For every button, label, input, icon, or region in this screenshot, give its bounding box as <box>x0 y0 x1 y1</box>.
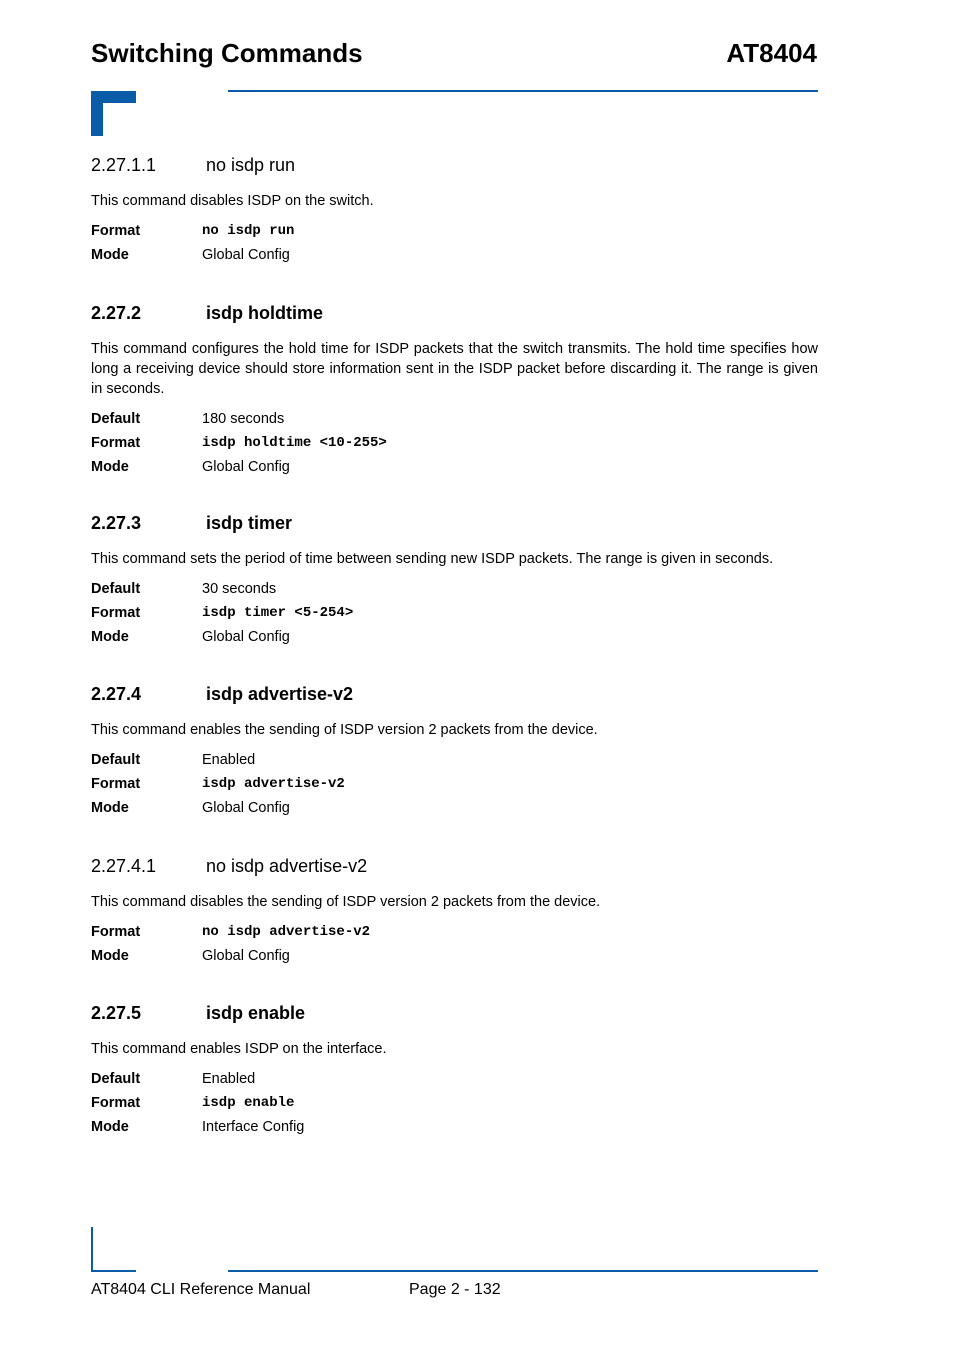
footer-page-number: Page 2 - 132 <box>409 1281 501 1298</box>
footer-bracket-icon <box>91 1227 136 1272</box>
property-row <box>91 796 818 820</box>
section-isdp-holdtime <box>91 301 818 479</box>
section-number: 2.27.4.1 <box>91 856 157 876</box>
property-row <box>91 601 818 625</box>
section-title: isdp advertise-v2 <box>206 684 354 704</box>
property-row <box>91 219 818 243</box>
section-description: This command disables ISDP on the switch. <box>91 193 374 209</box>
property-key: Default <box>91 581 141 597</box>
property-row <box>91 431 818 455</box>
property-key: Format <box>91 605 141 621</box>
property-key: Mode <box>91 459 129 475</box>
section-heading <box>91 1001 818 1025</box>
property-key: Mode <box>91 948 129 964</box>
section-number: 2.27.2 <box>91 303 142 323</box>
property-row <box>91 772 818 796</box>
property-table <box>91 920 818 968</box>
section-title: no isdp advertise-v2 <box>206 856 368 876</box>
property-value: isdp holdtime <10-255> <box>202 435 387 451</box>
property-key: Format <box>91 776 141 792</box>
section-heading <box>91 511 818 535</box>
corner-bracket-icon <box>91 91 136 136</box>
property-value: Enabled <box>202 1071 256 1087</box>
property-row <box>91 944 818 968</box>
property-value: Global Config <box>202 800 290 816</box>
property-row <box>91 1091 818 1115</box>
property-value: Global Config <box>202 948 290 964</box>
property-row <box>91 243 818 267</box>
property-value: Global Config <box>202 247 290 263</box>
property-value: 30 seconds <box>202 581 277 597</box>
property-key: Format <box>91 1095 141 1111</box>
section-title: isdp timer <box>206 513 293 533</box>
property-key: Mode <box>91 247 129 263</box>
section-heading <box>91 854 818 878</box>
section-number: 2.27.4 <box>91 684 142 704</box>
property-table <box>91 748 818 820</box>
section-title: isdp enable <box>206 1003 306 1023</box>
property-value: Global Config <box>202 629 290 645</box>
property-value: Interface Config <box>202 1119 305 1135</box>
section-description: This command sets the period of time between sending new ISDP packets. The range is given in seconds. <box>91 551 774 567</box>
property-table <box>91 407 818 479</box>
property-value: isdp advertise-v2 <box>202 776 345 792</box>
section-number: 2.27.3 <box>91 513 142 533</box>
header-chapter-title: Switching Commands <box>91 38 363 68</box>
property-value: isdp enable <box>202 1095 295 1111</box>
section-isdp-enable <box>91 1001 818 1139</box>
section-description: This command disables the sending of ISDP version 2 packets from the device. <box>91 894 601 910</box>
property-value: no isdp advertise-v2 <box>202 924 371 940</box>
section-number: 2.27.1.1 <box>91 155 157 175</box>
section-number: 2.27.5 <box>91 1003 142 1023</box>
property-table <box>91 1067 818 1139</box>
property-key: Default <box>91 752 141 768</box>
section-heading <box>91 682 818 706</box>
footer-rule <box>228 1270 818 1272</box>
property-row <box>91 577 818 601</box>
section-heading <box>91 301 818 325</box>
property-key: Format <box>91 223 141 239</box>
section-heading <box>91 153 818 177</box>
property-row <box>91 920 818 944</box>
property-value: no isdp run <box>202 223 295 239</box>
property-value: 180 seconds <box>202 411 285 427</box>
section-isdp-timer <box>91 511 818 649</box>
property-key: Mode <box>91 800 129 816</box>
property-row <box>91 748 818 772</box>
section-no-isdp-advertise-v2 <box>91 854 818 968</box>
property-value: Global Config <box>202 459 290 475</box>
property-key: Format <box>91 924 141 940</box>
header-rule <box>228 90 818 92</box>
section-title: isdp holdtime <box>206 303 323 323</box>
section-no-isdp-run <box>91 153 818 267</box>
property-table <box>91 219 818 267</box>
property-key: Default <box>91 1071 141 1087</box>
property-value: isdp timer <5-254> <box>202 605 354 621</box>
property-key: Mode <box>91 629 129 645</box>
property-row <box>91 455 818 479</box>
property-row <box>91 1067 818 1091</box>
footer-manual-title: AT8404 CLI Reference Manual <box>91 1281 311 1298</box>
header-product-title: AT8404 <box>726 38 817 68</box>
section-isdp-advertise-v2 <box>91 682 818 820</box>
property-value: Enabled <box>202 752 256 768</box>
section-description: This command configures the hold time for ISDP packets that the switch transmits. The hold time specifies how long a receiving device should store information sent in the ISDP packet before discarding it. The range is given in seconds. <box>91 341 818 397</box>
property-row <box>91 625 818 649</box>
section-description: This command enables the sending of ISDP version 2 packets from the device. <box>91 722 598 738</box>
section-title: no isdp run <box>206 155 296 175</box>
property-row <box>91 407 818 431</box>
property-key: Format <box>91 435 141 451</box>
property-key: Mode <box>91 1119 129 1135</box>
section-description: This command enables ISDP on the interface. <box>91 1041 387 1057</box>
property-table <box>91 577 818 649</box>
property-key: Default <box>91 411 141 427</box>
property-row <box>91 1115 818 1139</box>
